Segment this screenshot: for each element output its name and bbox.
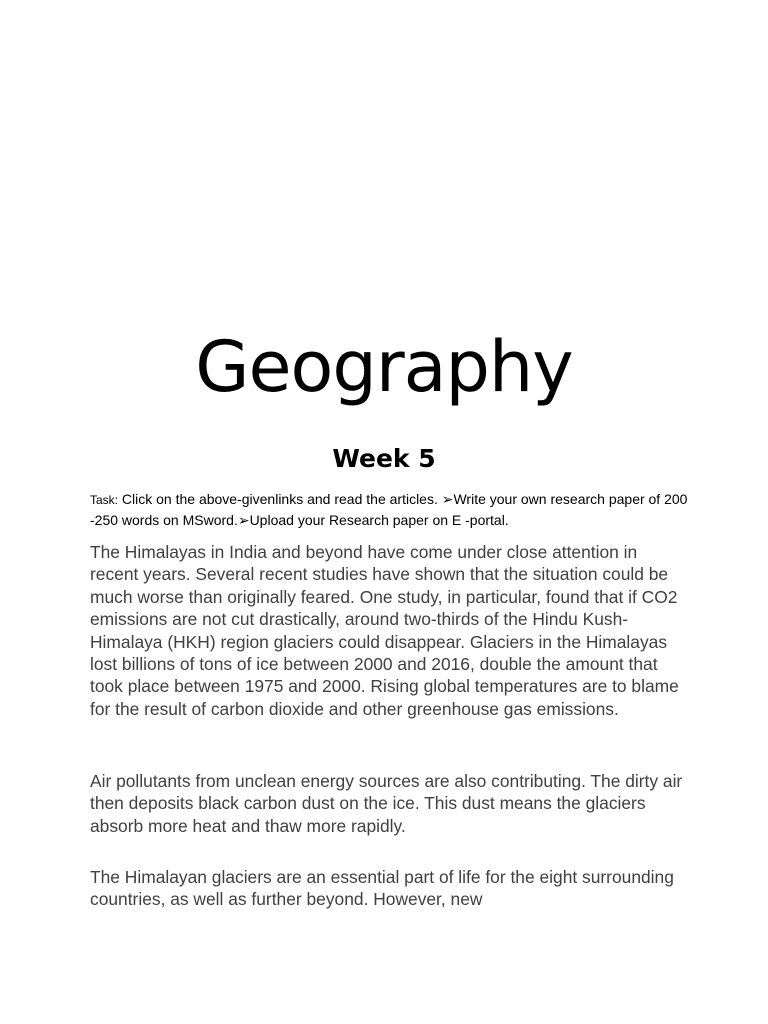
document-title: Geography [195,326,573,408]
task-label: Task: [90,493,119,507]
document-subtitle: Week 5 [332,444,436,473]
body-paragraph: The Himalayas in India and beyond have come under close attention in recent years. Several recent studies have shown that the situation could be much worse than originally feared. One study, in particular, found that if CO2 emissions are not cut drastically, around two-thirds of the Hindu Kush-Himalaya (HKH) region glaciers could disappear. Glaciers in the Himalayas lost billions of tons of ice between 2000 and 2016, double the amount that took place between 1975 and 2000. Rising global temperatures are to blame for the result of carbon dioxide and other greenhouse gas emissions. [90,542,679,719]
task-instructions [90,489,690,530]
task-text: Click on the above-givenlinks and read the articles. ➢Write your own research paper of 200 -250 words on MSword.➢Upload your Research paper on E -portal. [90,491,688,528]
body-paragraph: The Himalayan glaciers are an essential part of life for the eight surrounding countries, as well as further beyond. However, new [90,867,674,910]
body-paragraph: Air pollutants from unclean energy sources are also contributing. The dirty air then deposits black carbon dust on the ice. This dust means the glaciers absorb more heat and thaw more rapidly. [90,771,683,836]
